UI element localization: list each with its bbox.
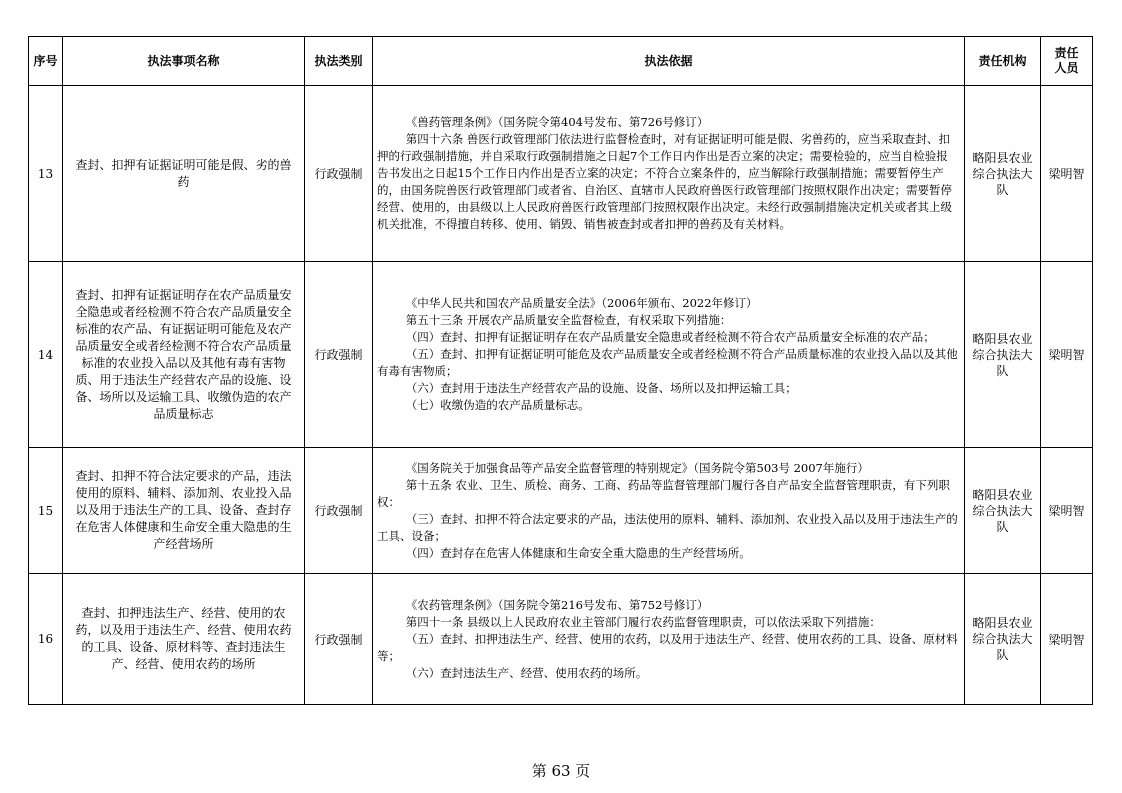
header-no: 序号	[29, 37, 63, 86]
basis-line: （七）收缴伪造的农产品质量标志。	[405, 398, 590, 412]
header-basis: 执法依据	[373, 37, 965, 86]
page-number: 第 63 页	[531, 762, 591, 780]
item-name: 查封、扣押有证据证明可能是假、劣的兽药	[63, 86, 305, 262]
table-row	[29, 86, 1093, 262]
basis-line: 第五十三条 开展农产品质量安全监督检查，有权采取下列措施：	[405, 313, 732, 327]
enforcement-type: 行政强制	[305, 262, 373, 448]
row-number: 15	[29, 448, 63, 574]
item-name: 查封、扣押违法生产、经营、使用的农药，以及用于违法生产、经营、使用农药的工具、设备、原材料等、查封违法生产、经营、使用农药的场所	[63, 574, 305, 705]
basis-line: （四）查封、扣押有证据证明存在农产品质量安全隐患或者经检测不符合农产品质量安全标准的农产品；	[405, 330, 935, 344]
table-row	[29, 262, 1093, 448]
table-row	[29, 448, 1093, 574]
enforcement-table	[28, 36, 1093, 705]
responsible-person: 梁明智	[1041, 574, 1093, 705]
basis-line: 《兽药管理条例》（国务院令第404号发布、第726号修订）	[405, 115, 709, 129]
legal-basis	[373, 574, 965, 705]
item-name: 查封、扣押不符合法定要求的产品，违法使用的原料、辅料、添加剂、农业投入品以及用于违法生产的工具、设备、查封存在危害人体健康和生命安全重大隐患的生产经营场所	[63, 448, 305, 574]
responsible-person: 梁明智	[1041, 86, 1093, 262]
basis-line: 《农药管理条例》（国务院令第216号发布、第752号修订）	[405, 597, 709, 612]
enforcement-type: 行政强制	[305, 86, 373, 262]
basis-line: （六）查封违法生产、经营、使用农药的场所。	[405, 665, 648, 680]
basis-line: （四）查封存在危害人体健康和生命安全重大隐患的生产经营场所。	[405, 545, 751, 560]
responsible-org: 略阳县农业综合执法大队	[965, 574, 1041, 705]
basis-line: （五）查封、扣押违法生产、经营、使用的农药，以及用于违法生产、经营、使用农药的工具、设备、原材料等；	[377, 631, 958, 663]
basis-line: （五）查封、扣押有证据证明可能危及农产品质量安全或者经检测不符合产品质量标准的农业投入品以及其他有毒有害物质；	[377, 347, 958, 378]
enforcement-type: 行政强制	[305, 574, 373, 705]
item-name: 查封、扣押有证据证明存在农产品质量安全隐患或者经检测不符合农产品质量安全标准的农产品、有证据证明可能危及农产品质量安全或者经检测不符合农产品质量标准的农业投入品以及其他有毒有害物质、用于违法生产经营农产品的设施、设备、场所以及运输工具、收缴伪造的农产品质量标志	[63, 262, 305, 448]
responsible-org: 略阳县农业综合执法大队	[965, 86, 1041, 262]
enforcement-type: 行政强制	[305, 448, 373, 574]
header-org: 责任机构	[965, 37, 1041, 86]
header-type: 执法类别	[305, 37, 373, 86]
legal-basis	[373, 262, 965, 448]
legal-basis	[373, 86, 965, 262]
basis-line: （六）查封用于违法生产经营农产品的设施、设备、场所以及扣押运输工具；	[405, 381, 797, 395]
basis-line: 《中华人民共和国农产品质量安全法》（2006年颁布、2022年修订）	[405, 296, 758, 310]
row-number: 13	[29, 86, 63, 262]
table-row	[29, 574, 1093, 705]
row-number: 16	[29, 574, 63, 705]
responsible-person: 梁明智	[1041, 448, 1093, 574]
header-person-text: 责任人员	[1054, 46, 1079, 75]
basis-line: 第四十六条 兽医行政管理部门依法进行监督检查时，对有证据证明可能是假、劣兽药的，应当采取查封、扣押的行政强制措施，并自采取行政强制措施之日起7个工作日内作出是否立案的决定；需要检验的，应当自检验报告书发出之日起15个工作日内作出是否立案的决定；不符合立案条件的，应当解除行政强制措施；需要暂停生产的，由国务院兽医行政管理部门或者省、自治区、直辖市人民政府兽医行政管理部门按照权限作出决定；需要暂停经营、使用的，由县级以上人民政府兽医行政管理部门按照权限作出决定。未经行政强制措施决定机关或者其上级机关批准，不得擅自转移、使用、销毁、销售被查封或者扣押的兽药及有关材料。	[377, 132, 952, 231]
basis-line: 第十五条 农业、卫生、质检、商务、工商、药品等监督管理部门履行各自产品安全监督管理职责，有下列职权：	[377, 477, 950, 509]
responsible-org: 略阳县农业综合执法大队	[965, 448, 1041, 574]
row-number: 14	[29, 262, 63, 448]
basis-line: 《国务院关于加强食品等产品安全监督管理的特别规定》（国务院令第503号 2007年施行）	[405, 460, 869, 475]
header-row	[29, 37, 1093, 86]
header-name: 执法事项名称	[63, 37, 305, 86]
basis-line: （三）查封、扣押不符合法定要求的产品，违法使用的原料、辅料、添加剂、农业投入品以及用于违法生产的工具、设备；	[377, 511, 958, 543]
legal-basis	[373, 448, 965, 574]
responsible-person: 梁明智	[1041, 262, 1093, 448]
responsible-org: 略阳县农业综合执法大队	[965, 262, 1041, 448]
basis-line: 第四十一条 县级以上人民政府农业主管部门履行农药监督管理职责，可以依法采取下列措施：	[405, 614, 881, 629]
header-person	[1041, 37, 1093, 86]
